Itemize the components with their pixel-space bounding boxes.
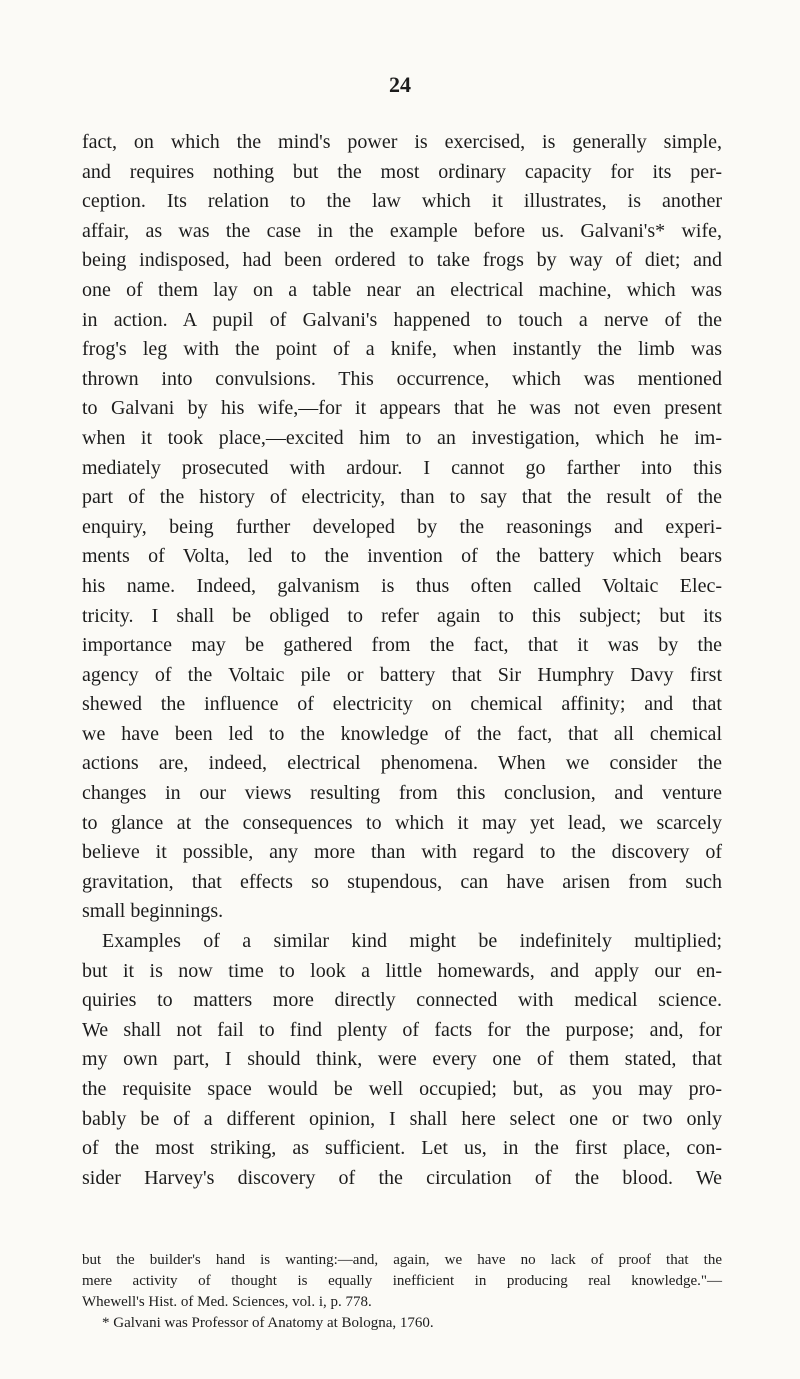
text-line: agency of the Voltaic pile or battery that Sir Humphry Davy first [82,663,722,686]
text-line: Examples of a similar kind might be indefinitely multiplied; [102,930,722,953]
text-line: being indisposed, had been ordered to take frogs by way of diet; and [82,249,722,272]
text-line: of the most striking, as sufficient. Let us, in the first place, con- [82,1137,722,1160]
text-line: actions are, indeed, electrical phenomena. When we consider the [82,752,722,775]
text-line: gravitation, that effects so stupendous, can have arisen from such [82,870,722,893]
page-number: 24 [389,72,411,97]
text-line: quiries to matters more directly connected with medical science. [82,989,722,1012]
text-line: to glance at the consequences to which it may yet lead, we scarcely [82,811,722,834]
text-line: but it is now time to look a little homewards, and apply our en- [82,959,722,982]
text-line: ception. Its relation to the law which it illustrates, is another [82,190,722,213]
text-line: We shall not fail to find plenty of facts for the purpose; and, for [82,1018,722,1041]
text-line: frog's leg with the point of a knife, when instantly the limb was [82,338,722,361]
text-line: we have been led to the knowledge of the fact, that all chemical [82,722,722,745]
text-line: shewed the influence of electricity on chemical affinity; and that [82,693,722,716]
text-line: when it took place,—excited him to an investigation, which he im- [82,426,722,449]
text-line: thrown into convulsions. This occurrence, which was mentioned [82,367,722,390]
footnote-line: mere activity of thought is equally inefficient in producing real knowledge."— [82,1273,722,1289]
footnote-line: Whewell's Hist. of Med. Sciences, vol. i, p. 778. [82,1294,372,1310]
text-line: sider Harvey's discovery of the circulation of the blood. We [82,1166,722,1189]
footnote-line: but the builder's hand is wanting:—and, again, we have no lack of proof that the [82,1252,722,1268]
text-line: my own part, I should think, were every one of them stated, that [82,1048,722,1071]
text-line: tricity. I shall be obliged to refer again to this subject; but its [82,604,722,627]
text-line: believe it possible, any more than with regard to the discovery of [82,841,722,864]
text-line: bably be of a different opinion, I shall here select one or two only [82,1107,722,1130]
footnote-galvani: * Galvani was Professor of Anatomy at Bologna, 1760. [102,1315,434,1331]
text-line: importance may be gathered from the fact, that it was by the [82,634,722,657]
text-line: one of them lay on a table near an electrical machine, which was [82,278,722,301]
text-line: affair, as was the case in the example before us. Galvani's* wife, [82,219,722,242]
text-line: in action. A pupil of Galvani's happened to touch a nerve of the [82,308,722,331]
text-line: ments of Volta, led to the invention of the battery which bears [82,545,722,568]
text-line: to Galvani by his wife,—for it appears that he was not even present [82,397,722,420]
text-line: small beginnings. [82,900,224,923]
text-line: mediately prosecuted with ardour. I cannot go farther into this [82,456,722,479]
text-line: his name. Indeed, galvanism is thus often called Voltaic Elec- [82,574,722,597]
text-line: the requisite space would be well occupied; but, as you may pro- [82,1078,722,1100]
text-line: part of the history of electricity, than to say that the result of the [82,486,722,509]
footnotes [82,1250,722,1334]
text-line: fact, on which the mind's power is exercised, is generally simple, [82,131,722,153]
body-text [82,128,722,1193]
text-line: and requires nothing but the most ordinary capacity for its per- [82,160,722,183]
text-line: enquiry, being further developed by the reasonings and experi- [82,515,722,538]
text-line: changes in our views resulting from this conclusion, and venture [82,782,722,805]
